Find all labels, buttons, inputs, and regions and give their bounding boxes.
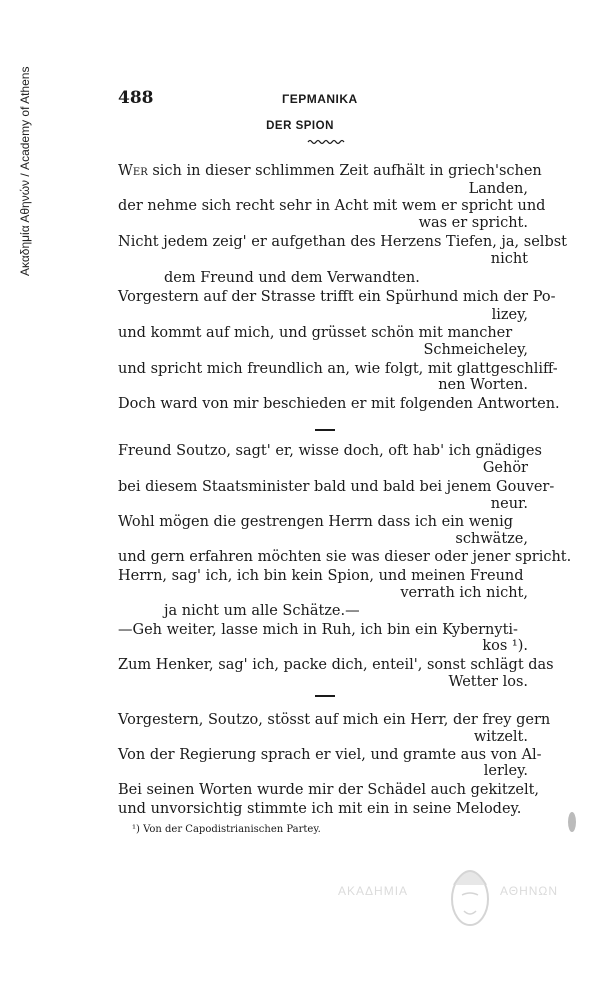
verse-line: und spricht mich freundlich an, wie folgt, mit glattgeschliff- bbox=[118, 361, 558, 377]
archive-watermark bbox=[6, 40, 30, 290]
stamp-text-left: ΑΚΑΔΗΜΙΑ bbox=[338, 884, 409, 898]
verse-continuation: lizey, bbox=[491, 307, 528, 323]
verse-line: Doch ward von mir beschieden er mit folgenden Antworten. bbox=[118, 396, 560, 412]
verse-line bbox=[118, 162, 542, 180]
title-ornament bbox=[307, 138, 345, 146]
verse-line: Vorgestern, Soutzo, stösst auf mich ein Herr, der frey gern bbox=[118, 712, 551, 728]
verse-continuation: nen Worten. bbox=[438, 377, 528, 393]
verse-line: Vorgestern auf der Strasse trifft ein Spürhund mich der Po- bbox=[118, 289, 556, 305]
verse-line: und gern erfahren möchten sie was dieser oder jener spricht. bbox=[118, 549, 572, 565]
verse-line: und unvorsichtig stimmte ich mit ein in seine Melodey. bbox=[118, 801, 522, 817]
verse-line: Nicht jedem zeig' er aufgethan des Herzens Tiefen, ja, selbst bbox=[118, 234, 567, 250]
verse-continuation: Schmeicheley, bbox=[423, 342, 528, 358]
running-head: ΓΕΡΜΑΝΙΚΑ bbox=[282, 92, 358, 106]
verse-text: sich in dieser schlimmen Zeit aufhält in griech'schen bbox=[147, 163, 542, 179]
verse-line: Von der Regierung sprach er viel, und gramte aus von Al- bbox=[118, 747, 542, 763]
stamp-text-right: ΑΘΗΝΩΝ bbox=[500, 884, 559, 898]
verse-line: Bei seinen Worten wurde mir der Schädel auch gekitzelt, bbox=[118, 782, 540, 798]
verse-continuation: verrath ich nicht, bbox=[400, 585, 528, 601]
library-stamp bbox=[330, 850, 580, 940]
poem-title: DER SPION bbox=[266, 120, 334, 132]
verse-line: Herrn, sag' ich, ich bin kein Spion, und meinen Freund bbox=[118, 568, 524, 584]
verse-continuation: Wetter los. bbox=[448, 674, 528, 690]
verse-continuation: neur. bbox=[490, 496, 528, 512]
verse-continuation: Gehör bbox=[482, 460, 528, 476]
archive-watermark-text: Ακαδημία Αθηνών / Academy of Athens bbox=[18, 66, 32, 276]
stanza-divider bbox=[315, 429, 335, 431]
verse-continuation: schwätze, bbox=[455, 531, 528, 547]
verse-line: —Geh weiter, lasse mich in Ruh, ich bin ein Kybernyti- bbox=[118, 622, 518, 638]
footnote: ¹) Von der Capodistrianischen Partey. bbox=[132, 824, 321, 835]
verse-continuation: kos ¹). bbox=[482, 638, 528, 654]
initial-word: Wer bbox=[118, 163, 148, 179]
verse-continuation: was er spricht. bbox=[418, 215, 528, 231]
verse-line: Wohl mögen die gestrengen Herrn dass ich ein wenig bbox=[118, 514, 514, 530]
verse-line: der nehme sich recht sehr in Acht mit wem er spricht und bbox=[118, 198, 546, 214]
verse-line: und kommt auf mich, und grüsset schön mit mancher bbox=[118, 325, 513, 341]
ink-smudge bbox=[566, 810, 578, 834]
verse-continuation: nicht bbox=[490, 251, 528, 267]
verse-line: ja nicht um alle Schätze.— bbox=[164, 603, 360, 619]
stanza-divider bbox=[315, 695, 335, 697]
verse-continuation: witzelt. bbox=[473, 729, 528, 745]
verse-line: Freund Soutzo, sagt' er, wisse doch, oft hab' ich gnädiges bbox=[118, 443, 542, 459]
athena-head-icon bbox=[440, 855, 500, 935]
page-number: 488 bbox=[118, 88, 154, 108]
verse-line: Zum Henker, sag' ich, packe dich, enteil', sonst schlägt das bbox=[118, 657, 554, 673]
verse-line: bei diesem Staatsminister bald und bald bei jenem Gouver- bbox=[118, 479, 555, 495]
verse-line: dem Freund und dem Verwandten. bbox=[164, 270, 420, 286]
verse-continuation: lerley. bbox=[483, 763, 528, 779]
verse-continuation: Landen, bbox=[468, 181, 528, 197]
